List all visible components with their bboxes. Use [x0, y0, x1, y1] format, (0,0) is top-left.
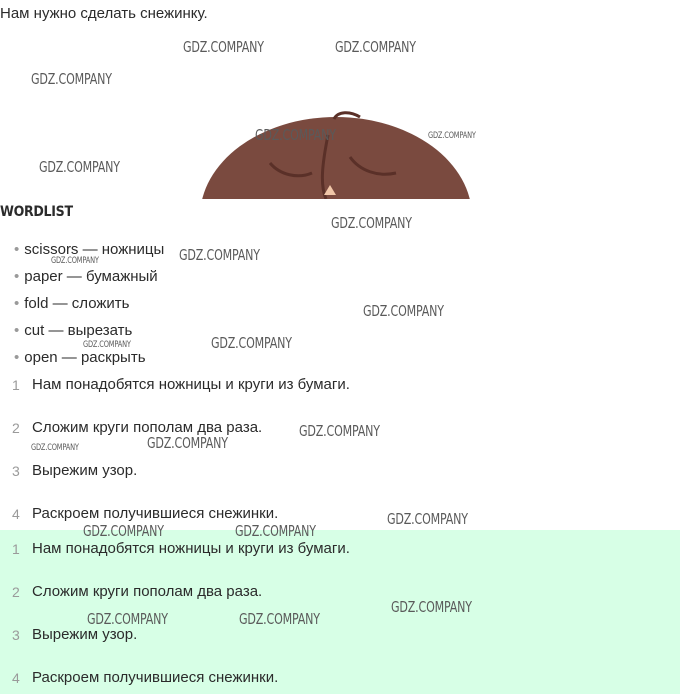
wordlist-item: • scissors — ножницы	[14, 241, 165, 258]
bullet-icon: •	[14, 322, 20, 339]
watermark: GDZ.COMPANY	[51, 256, 99, 266]
watermark: GDZ.COMPANY	[299, 422, 380, 440]
watermark: GDZ.COMPANY	[391, 598, 472, 616]
watermark: GDZ.COMPANY	[387, 510, 468, 528]
answer-step-number: 1	[12, 541, 20, 557]
watermark: GDZ.COMPANY	[31, 443, 79, 453]
step-number: 4	[12, 506, 20, 522]
watermark: GDZ.COMPANY	[239, 610, 320, 628]
watermark: GDZ.COMPANY	[211, 334, 292, 352]
watermark: GDZ.COMPANY	[39, 158, 120, 176]
intro-text: Нам нужно сделать снежинку.	[0, 5, 208, 22]
bullet-icon: •	[14, 268, 20, 285]
watermark: GDZ.COMPANY	[87, 610, 168, 628]
answer-step-text: Нам понадобятся ножницы и круги из бумаги.	[32, 540, 350, 557]
watermark: GDZ.COMPANY	[255, 126, 336, 144]
wordlist-item: • fold — сложить	[14, 295, 130, 312]
watermark: GDZ.COMPANY	[428, 131, 476, 141]
watermark: GDZ.COMPANY	[331, 214, 412, 232]
bullet-icon: •	[14, 241, 20, 258]
bullet-icon: •	[14, 295, 20, 312]
wordlist-item: • paper — бумажный	[14, 268, 158, 285]
watermark: GDZ.COMPANY	[179, 246, 260, 264]
step-number: 2	[12, 420, 20, 436]
wordlist-item: • open — раскрыть	[14, 349, 146, 366]
watermark: GDZ.COMPANY	[83, 522, 164, 540]
watermark: GDZ.COMPANY	[31, 70, 112, 88]
step-text: Вырежим узор.	[32, 462, 138, 479]
answer-step-number: 3	[12, 627, 20, 643]
watermark: GDZ.COMPANY	[83, 340, 131, 350]
bullet-icon: •	[14, 349, 20, 366]
watermark: GDZ.COMPANY	[183, 38, 264, 56]
answer-step-text: Сложим круги пополам два раза.	[32, 583, 263, 600]
step-number: 1	[12, 377, 20, 393]
watermark: GDZ.COMPANY	[235, 522, 316, 540]
step-text: Нам понадобятся ножницы и круги из бумаги.	[32, 376, 350, 393]
wordlist-title: WORDLIST	[0, 204, 73, 220]
answer-step-text: Раскроем получившиеся снежинки.	[32, 669, 279, 686]
step-text: Раскроем получившиеся снежинки.	[32, 505, 279, 522]
watermark: GDZ.COMPANY	[363, 302, 444, 320]
answer-step-number: 4	[12, 670, 20, 686]
wordlist-item: • cut — вырезать	[14, 322, 133, 339]
watermark: GDZ.COMPANY	[147, 434, 228, 452]
answer-step-number: 2	[12, 584, 20, 600]
step-text: Сложим круги пополам два раза.	[32, 419, 263, 436]
step-number: 3	[12, 463, 20, 479]
answer-step-text: Вырежим узор.	[32, 626, 138, 643]
child-head-illustration	[200, 105, 480, 199]
watermark: GDZ.COMPANY	[335, 38, 416, 56]
